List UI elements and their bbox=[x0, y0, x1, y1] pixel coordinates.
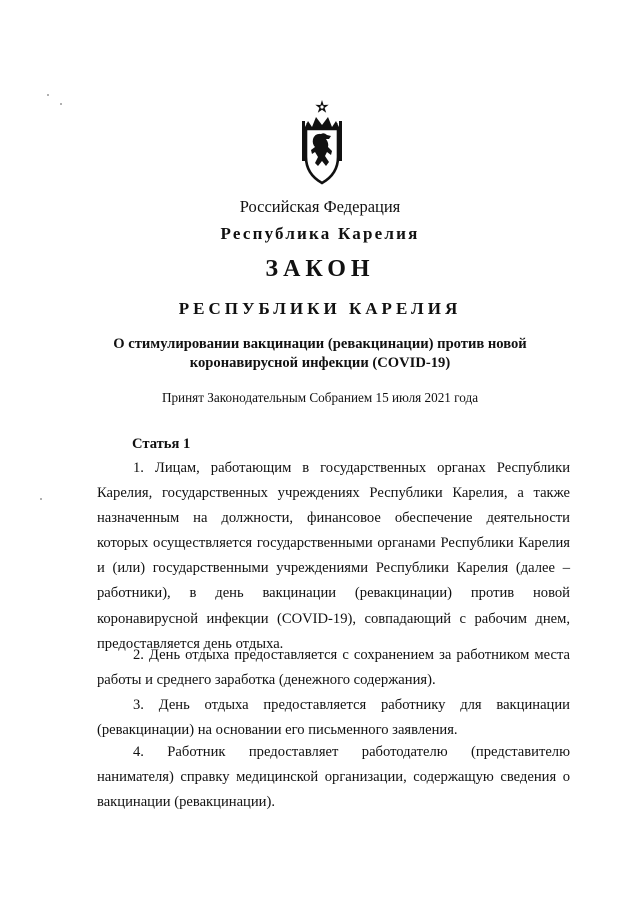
law-name-line-1: О стимулировании вакцинации (ревакцинации) против новой bbox=[113, 336, 527, 352]
adoption-note: Принят Законодательным Собранием 15 июля 2021 года bbox=[161, 390, 479, 405]
article-heading: Статья 1 bbox=[132, 436, 191, 452]
paragraph-2: 2. День отдыха предоставляется с сохранением за работником места работы и среднего заработка (денежного содержания). bbox=[97, 647, 570, 689]
paragraph-4: 4. Работник предоставляет работодателю (представителю нанимателя) справку медицинской организации, содержащую сведения о вакцинации (ревакцинации). bbox=[97, 744, 570, 811]
law-title: ЗАКОН bbox=[265, 256, 375, 282]
karelia-coat-of-arms-icon bbox=[298, 99, 346, 186]
scan-speck bbox=[47, 94, 49, 96]
scan-speck bbox=[40, 498, 42, 500]
law-name bbox=[0, 335, 640, 373]
country-name: Российская Федерация bbox=[239, 197, 401, 216]
article-body bbox=[97, 643, 570, 693]
law-subtitle: РЕСПУБЛИКИ КАРЕЛИЯ bbox=[178, 299, 462, 318]
scan-speck bbox=[60, 103, 62, 105]
article-body bbox=[97, 740, 570, 815]
paragraph-1: 1. Лицам, работающим в государственных органах Республики Карелия, государственных учреждениях Республики Карелия, а также назначенным на должности, финансовое обеспечение деятельности которых осуществляется государственными органами Республики Карелия и (или) государственными учреждениями Республики Карелия (далее – работники), в день вакцинации (ревакцинации) против новой коронавирусной инфекции (COVID-19), совпадающий с рабочим днем, предоставляется день отдыха. bbox=[97, 460, 570, 652]
article-body bbox=[97, 693, 570, 743]
republic-name: Республика Карелия bbox=[220, 224, 420, 243]
law-name-line-2: коронавирусной инфекции (COVID-19) bbox=[189, 355, 451, 371]
paragraph-3: 3. День отдыха предоставляется работнику для вакцинации (ревакцинации) на основании его письменного заявления. bbox=[97, 697, 570, 739]
article-body bbox=[97, 456, 570, 657]
